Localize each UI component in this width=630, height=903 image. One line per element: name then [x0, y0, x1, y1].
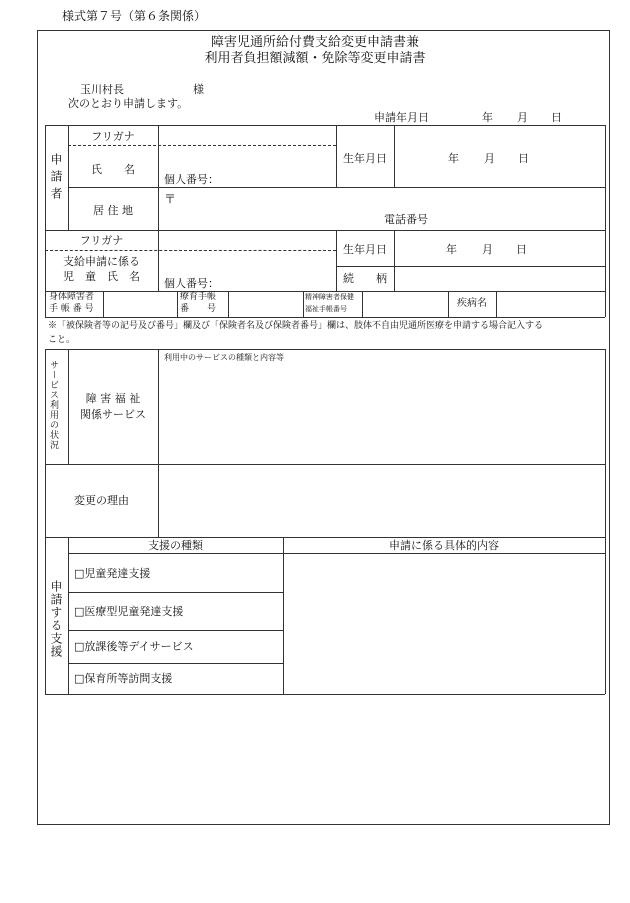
support-row1-bottom	[68, 592, 283, 593]
child-birthdate-label: 生年月日	[343, 243, 387, 256]
addressee-honorific: 様	[193, 83, 204, 96]
support-type-header: 支援の種類	[148, 539, 203, 552]
table-right-border	[605, 125, 606, 317]
label-col-divider	[158, 125, 159, 291]
applicant-birthdate-label: 生年月日	[343, 152, 387, 165]
applicant-name-bottom	[68, 187, 605, 188]
form-frame	[37, 30, 610, 825]
notebook-div-7	[496, 291, 497, 317]
applicant-bottom	[45, 230, 605, 231]
form-title-line1: 障害児通所給付費支給変更申請書兼	[210, 35, 419, 50]
reason-bottom	[45, 537, 605, 538]
child-relationship-label: 続 柄	[343, 272, 387, 285]
mental-notebook-label-line2: 福祉手帳番号	[305, 305, 347, 313]
application-date-day: 日	[551, 111, 562, 124]
service-category-line2: 関係サービス	[80, 408, 146, 421]
support-bottom-border	[45, 694, 605, 695]
application-date-month: 月	[517, 111, 528, 124]
support-row2-bottom	[68, 630, 283, 631]
notebook-div-3	[228, 291, 229, 317]
applicant-furigana-label: フリガナ	[91, 130, 135, 143]
service-section-label: サービス利用の状況	[48, 360, 58, 450]
service-left-border	[45, 349, 46, 537]
child-bottom	[45, 291, 605, 292]
applicant-birth-month: 月	[484, 152, 495, 165]
child-birth-year: 年	[446, 243, 457, 256]
child-birth-bottom	[336, 266, 605, 267]
support-option-after-school-day-service[interactable]: □放課後等デイサービス	[74, 640, 194, 653]
child-furigana-divider	[45, 250, 336, 251]
support-section-divider	[68, 537, 69, 694]
child-my-number-label: 個人番号：	[164, 277, 219, 290]
service-category-line1: 障 害 福 祉	[85, 392, 141, 405]
support-header-bottom	[68, 553, 605, 554]
physical-notebook-label-line1: 身体障害者	[49, 292, 95, 302]
change-reason-label: 変更の理由	[74, 494, 129, 507]
service-section-divider	[68, 349, 69, 464]
table-top-border	[45, 125, 605, 126]
service-label-divider	[158, 349, 159, 537]
service-usage-label: 利用中のサービスの種類と内容等	[164, 353, 284, 362]
postal-mark: 〒	[164, 192, 177, 206]
applicant-my-number-label: 個人番号：	[164, 173, 219, 186]
child-birth-right-divider	[394, 230, 395, 291]
disease-label: 疾病名	[457, 298, 487, 309]
physical-notebook-label-line2: 手 帳 番 号	[49, 304, 94, 314]
support-right-border	[605, 537, 606, 694]
applicant-birth-day: 日	[518, 152, 529, 165]
applicant-section-label: 申請者	[49, 153, 63, 204]
ryoiku-notebook-label-line1: 療育手帳	[180, 292, 217, 302]
ryoiku-notebook-label-line2: 番 号	[180, 304, 217, 314]
addressee-name: 玉川村長	[80, 83, 124, 96]
notebook-div-5	[362, 291, 363, 317]
child-furigana-label: フリガナ	[79, 234, 124, 247]
request-text: 次のとおり申請します。	[68, 97, 189, 110]
service-bottom	[45, 464, 605, 465]
application-date-label: 申請年月日	[374, 111, 429, 124]
applicant-phone-label: 電話番号	[384, 213, 428, 226]
service-right-border	[605, 349, 606, 537]
notebook-div-1	[103, 291, 104, 317]
support-option-nursery-visit-support[interactable]: □保育所等訪問支援	[74, 672, 173, 685]
support-row3-bottom	[68, 663, 283, 664]
support-option-child-development[interactable]: □児童発達支援	[74, 567, 151, 580]
mental-notebook-label-line1: 精神障害者保健	[305, 293, 354, 301]
child-name-label-line2: 児 童 氏 名	[63, 270, 140, 283]
note-line2: こと。	[48, 335, 76, 345]
applicant-address-label: 居 住 地	[93, 204, 133, 217]
form-title-line2: 利用者負担額減額・免除等変更申請書	[204, 51, 426, 66]
notebook-row-bottom	[45, 317, 605, 318]
support-left-border	[45, 537, 46, 694]
note-line1: ※「被保険者等の記号及び番号」欄及び「保険者名及び保険者番号」欄は、肢体不自由児通所医療を申請する場合記入する	[48, 321, 544, 331]
notebook-div-4	[303, 291, 304, 317]
applicant-name-label: 氏 名	[91, 163, 135, 176]
child-birth-day: 日	[516, 243, 527, 256]
notebook-div-2	[177, 291, 178, 317]
support-option-medical-child-development[interactable]: □医療型児童発達支援	[74, 605, 184, 618]
support-section-label: 申請する支援	[49, 580, 63, 658]
form-number: 様式第７号（第６条関係）	[62, 9, 207, 23]
service-top-border	[45, 349, 605, 350]
child-name-label-line1: 支給申請に係る	[63, 255, 140, 268]
support-column-divider	[283, 537, 284, 694]
birth-right-divider	[394, 125, 395, 187]
table-left-border	[45, 125, 46, 317]
child-birth-month: 月	[482, 243, 493, 256]
support-content-header: 申請に係る具体的内容	[389, 539, 499, 552]
applicant-furigana-divider	[68, 145, 336, 146]
application-date-year: 年	[482, 111, 493, 124]
applicant-birth-year: 年	[448, 152, 459, 165]
